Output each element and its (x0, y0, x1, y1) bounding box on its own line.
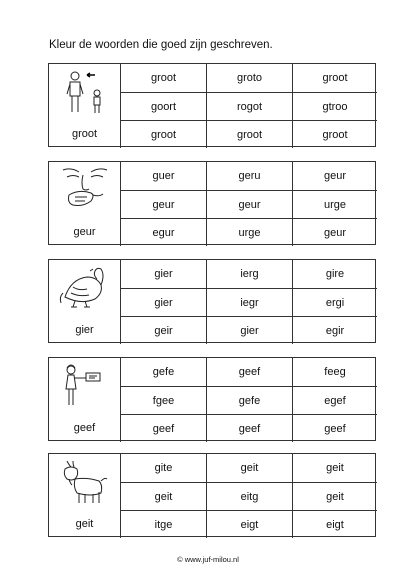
word-option[interactable]: groot (206, 120, 292, 148)
instruction-text: Kleur de woorden die goed zijn geschreven. (49, 39, 273, 51)
word-option[interactable]: ierg (206, 260, 292, 288)
word-option[interactable]: geit (292, 482, 377, 510)
word-option[interactable]: egur (120, 218, 206, 246)
word-option[interactable]: geir (120, 316, 206, 344)
word-option[interactable]: geur (120, 190, 206, 218)
word-block-5 (48, 453, 376, 537)
word-option[interactable]: geit (206, 454, 292, 482)
word-option[interactable]: iegr (206, 288, 292, 316)
footer-credit: © www.juf-milou.nl (177, 555, 239, 564)
word-option[interactable]: gier (206, 316, 292, 344)
vulture-icon (49, 260, 120, 316)
target-word: geit (75, 518, 94, 530)
word-option[interactable]: gtroo (292, 92, 377, 120)
word-option[interactable]: feeg (292, 358, 377, 386)
word-option[interactable]: gite (120, 454, 206, 482)
word-option[interactable]: urge (206, 218, 292, 246)
smelling-face-icon (49, 162, 120, 218)
word-option[interactable]: eitg (206, 482, 292, 510)
goat-icon (49, 454, 120, 510)
giving-girl-icon (49, 358, 120, 414)
word-option[interactable]: itge (120, 510, 206, 538)
word-option[interactable]: groot (120, 64, 206, 92)
word-option[interactable]: geit (120, 482, 206, 510)
word-option[interactable]: egir (292, 316, 377, 344)
word-option[interactable]: eigt (292, 510, 377, 538)
word-option[interactable]: groot (292, 64, 377, 92)
word-option[interactable]: goort (120, 92, 206, 120)
word-block-2 (48, 161, 376, 245)
word-option[interactable]: egef (292, 386, 377, 414)
word-block-3 (48, 259, 376, 343)
word-option[interactable]: fgee (120, 386, 206, 414)
word-option[interactable]: gefe (206, 386, 292, 414)
word-option[interactable]: urge (292, 190, 377, 218)
word-option[interactable]: ergi (292, 288, 377, 316)
word-option[interactable]: gefe (120, 358, 206, 386)
word-option[interactable]: geit (292, 454, 377, 482)
word-block-4 (48, 357, 376, 441)
parent-child-height-icon (49, 64, 120, 120)
word-option[interactable]: gier (120, 288, 206, 316)
word-option[interactable]: geef (206, 414, 292, 442)
word-option[interactable]: geur (292, 218, 377, 246)
word-option[interactable]: groot (120, 120, 206, 148)
target-word: gier (75, 324, 94, 336)
word-option[interactable]: eigt (206, 510, 292, 538)
word-option[interactable]: geef (292, 414, 377, 442)
target-word: groot (71, 128, 98, 140)
word-option[interactable]: geur (292, 162, 377, 190)
word-option[interactable]: gire (292, 260, 377, 288)
word-option[interactable]: rogot (206, 92, 292, 120)
word-option[interactable]: gier (120, 260, 206, 288)
target-word: geef (73, 422, 96, 434)
word-option[interactable]: geru (206, 162, 292, 190)
word-option[interactable]: groto (206, 64, 292, 92)
word-option[interactable]: geur (206, 190, 292, 218)
word-option[interactable]: groot (292, 120, 377, 148)
word-option[interactable]: geef (206, 358, 292, 386)
word-block-1 (48, 63, 376, 147)
word-option[interactable]: guer (120, 162, 206, 190)
target-word: geur (73, 226, 96, 238)
word-option[interactable]: geef (120, 414, 206, 442)
